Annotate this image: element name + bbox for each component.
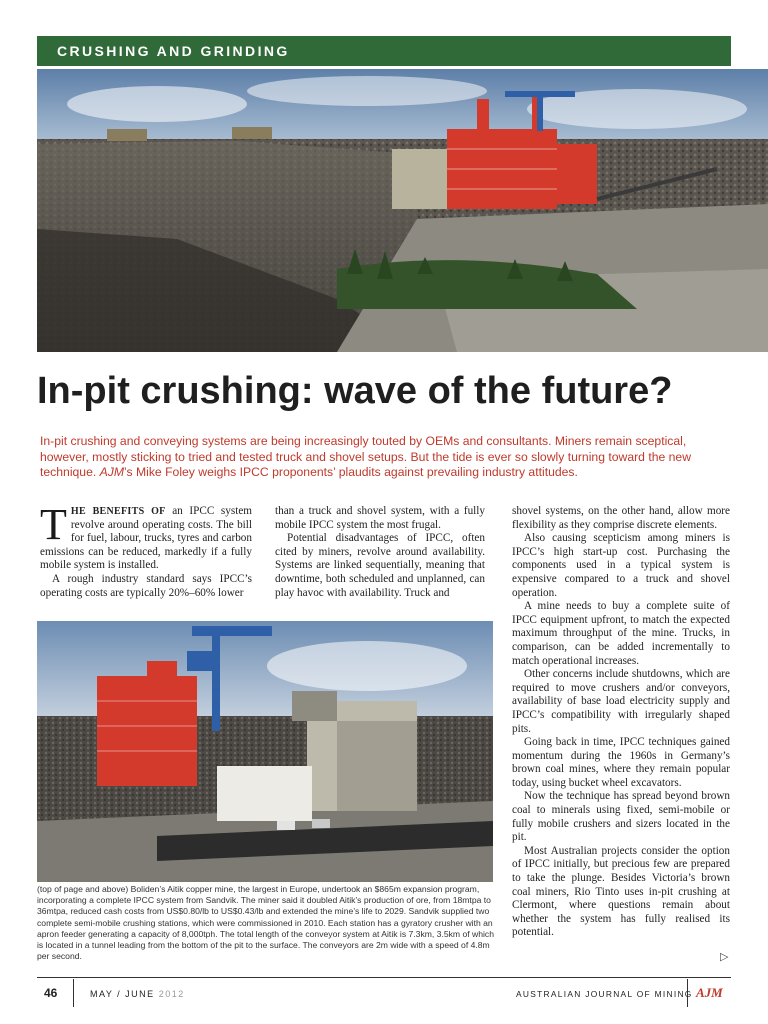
crusher-photo xyxy=(37,621,493,882)
ajm-logo: AJM xyxy=(696,985,723,1000)
journal-name: AUSTRALIAN JOURNAL OF MINING xyxy=(516,989,693,999)
headline: In-pit crushing: wave of the future? xyxy=(37,370,673,412)
footer-divider xyxy=(73,979,74,1007)
section-header: CRUSHING AND GRINDING xyxy=(37,36,731,66)
page-number: 46 xyxy=(44,986,58,1000)
publication-name: AJM xyxy=(99,465,125,479)
issue-date: MAY / JUNE 2012 xyxy=(90,989,185,999)
footer-rule xyxy=(37,977,731,978)
triangle-right-icon: ▷ xyxy=(720,950,729,963)
standfirst: In-pit crushing and conveying systems are being increasingly touted by OEMs and consultants. Miners remain sceptical, however, mostly sticking to tried and tested truck and shovel setups. But the tide is ever so slowly turning toward the new technique. AJM’s Mike Foley weighs IPCC proponents’ plaudits against prevailing industry attitudes. xyxy=(40,434,692,479)
mine-pit-photo xyxy=(37,69,768,352)
drop-cap: T xyxy=(40,500,67,549)
body-column-2: than a truck and shovel system, with a fully mobile IPCC system the most frugal. Potential disadvantages of IPCC, often cited by miners, revolve around availability. Systems are linked sequentially, meaning that downtime, both scheduled and unplanned, can play havoc with availability. Truck and xyxy=(275,505,485,599)
photo-caption: (top of page and above) Boliden’s Aitik copper mine, the largest in Europe, undertook an $865m expansion program, incorporating a complete IPCC system from Sandvik. The miner said it doubled Aitik’s production of ore, from 18mtpa to 36mtpa, reduced cash costs from US$0.80/lb to US$0.43/lb and extended the mine’s life to 2029. Sandvik supplied two complete semi-mobile crushing stations, which were commissioned in 2010. Each station has a gyratory crusher with an apron feeder generating a capacity of 8,000tph. The total length of the conveyor system at Aitik is 7.3km, 3.5km of which is located in a tunnel leading from the bottom of the pit to the surface. The conveyors are 2m wide with a speed of 4.8m per second. xyxy=(37,884,494,962)
crushing-station-photo xyxy=(37,621,493,882)
lead-in: HE BENEFITS OF xyxy=(70,506,166,517)
hero-photo xyxy=(37,69,768,352)
body-column-1: THE BENEFITS OF an IPCC system revolve around operating costs. The bill for fuel, labour, trucks, tyres and carbon emissions can be reduced, markedly if a fully mobile system is installed. A rough industry standard says IPCC’s operating costs are typically 20%–60% lower xyxy=(40,500,253,599)
body-column-3: shovel systems, on the other hand, allow more flexibility as they comprise discrete elements. Also causing scepticism among miners is IPCC’s high start-up cost. Purchasing the components used in a typical system is expensive compared to a truck and shovel operation. A mine needs to buy a complete suite of IPCC equipment upfront, to match the expected maximum throughput of the mine. Trucks, in comparison, can be added incrementally to match operational increases. Other concerns include shutdowns, which are required to move crushers and/or conveyors, availability of base load electricity supply and IPCC’s compatibility with irregularly shaped pits. Going back in time, IPCC techniques gained momentum during the 1960s in Germany’s brown coal mines, where they remain popular today, using bucket wheel excavators. Now the technique has spread beyond brown coal to minerals using fixed, semi-mobile or fully mobile crushers and sizers located in the pit. Most Australian projects consider the option of IPCC initially, but precious few are prepared to take the plunge. Besides Victoria’s brown coal miners, Rio Tinto uses in-pit crushing at Clermont, where questions remain about whether the system has fully realised its potential. xyxy=(512,505,730,939)
